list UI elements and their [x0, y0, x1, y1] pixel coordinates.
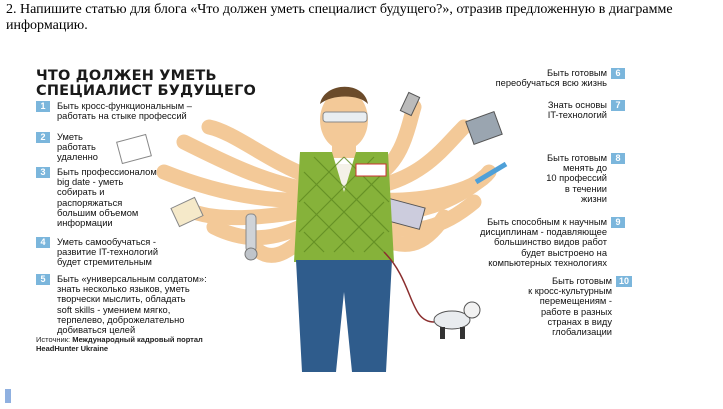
item-number: 4 [36, 237, 50, 248]
item-line: дисциплинам - подавляющее [479, 227, 607, 238]
item-line: IT-технологий [547, 110, 607, 121]
trousers [296, 260, 392, 372]
item-9 [454, 217, 607, 268]
item-number: 5 [36, 274, 50, 285]
item-10 [489, 276, 612, 337]
item-line: знать несколько языков, уметь [57, 284, 190, 295]
item-number: 9 [611, 217, 625, 228]
item-line: большим объемом [57, 207, 139, 218]
item-line: Уметь самообучаться - [57, 237, 157, 247]
item-line: Быть готовым [547, 153, 607, 163]
vr-glasses-icon [323, 112, 367, 122]
item-line: в течении [564, 183, 607, 194]
item-line: soft skills - умением мягко, [57, 304, 171, 315]
item-5 [57, 274, 207, 335]
poster-title [36, 69, 256, 99]
robot-arm [245, 214, 257, 260]
source-name: Международный кадровый портал [72, 335, 203, 344]
item-2 [57, 132, 98, 163]
item-4 [57, 237, 158, 268]
item-line: творчески мыслить, обладать [57, 294, 186, 305]
item-6 [489, 68, 607, 88]
item-line: глобализации [552, 327, 612, 338]
item-line: компьютерных технологиях [488, 257, 607, 268]
item-number: 10 [616, 276, 632, 287]
name-badge [356, 164, 386, 176]
item-line: жизни [580, 193, 607, 204]
poster-title-line1: ЧТО ДОЛЖЕН УМЕТЬ [36, 68, 217, 84]
item-line: распоряжаться [57, 197, 123, 208]
text-cursor[interactable] [5, 389, 11, 403]
item-line: 10 профессий [546, 173, 607, 184]
item-8 [489, 153, 607, 204]
item-line: работе в разных [540, 306, 612, 317]
item-line: будет стремительным [57, 257, 152, 268]
item-line: удаленно [57, 152, 98, 163]
item-number: 3 [36, 167, 50, 178]
item-line: информации [57, 218, 113, 229]
item-line: развитие IT-технологий [57, 247, 159, 258]
task-text: 2. Напишите статью для блога «Что должен уметь специалист будущего?», отразив предложенную в диаграмме информацию. [6, 2, 673, 33]
item-line: Быть готовым [552, 276, 612, 286]
item-line: перемещениям - [539, 296, 612, 307]
item-line: Уметь [57, 132, 83, 142]
infographic [14, 52, 682, 372]
item-line: big date - уметь [57, 177, 124, 188]
item-1 [57, 101, 192, 121]
item-line: странах в виду [547, 316, 612, 327]
item-line: работать на стыке профессий [57, 111, 187, 122]
item-line: Быть кросс-функциональным – [57, 101, 192, 111]
item-number: 6 [611, 68, 625, 79]
source-label: Источник: [36, 335, 71, 344]
item-line: будет выстроено на [521, 247, 607, 258]
item-line: переобучаться всю жизнь [495, 78, 607, 89]
poster-title-line2: СПЕЦИАЛИСТ БУДУЩЕГО [36, 83, 257, 99]
item-number: 7 [611, 100, 625, 111]
item-line: работать [57, 142, 96, 153]
item-number: 2 [36, 132, 50, 143]
item-line: большинство видов работ [494, 237, 607, 248]
item-number: 1 [36, 101, 50, 112]
item-7 [489, 100, 607, 120]
item-line: Знать основы [547, 100, 607, 110]
source-name: HeadHunter Ukraine [36, 343, 109, 353]
notepad-icon [117, 134, 152, 163]
robot-dog-icon [434, 302, 480, 339]
item-3 [57, 167, 157, 228]
item-line: Быть способным к научным [487, 217, 607, 227]
source-note [36, 336, 203, 353]
item-line: Быть профессионалом [57, 167, 157, 177]
item-line: добиваться целей [57, 325, 136, 336]
item-line: терпелево, доброжелательно [57, 314, 185, 325]
item-line: Быть готовым [547, 68, 607, 78]
item-line: к кросс-культурным [528, 286, 612, 297]
item-line: Быть «универсальным солдатом»: [57, 274, 207, 284]
book-icon [171, 197, 203, 226]
item-line: менять до [562, 163, 607, 174]
item-line: собирать и [57, 187, 105, 198]
item-number: 8 [611, 153, 625, 164]
